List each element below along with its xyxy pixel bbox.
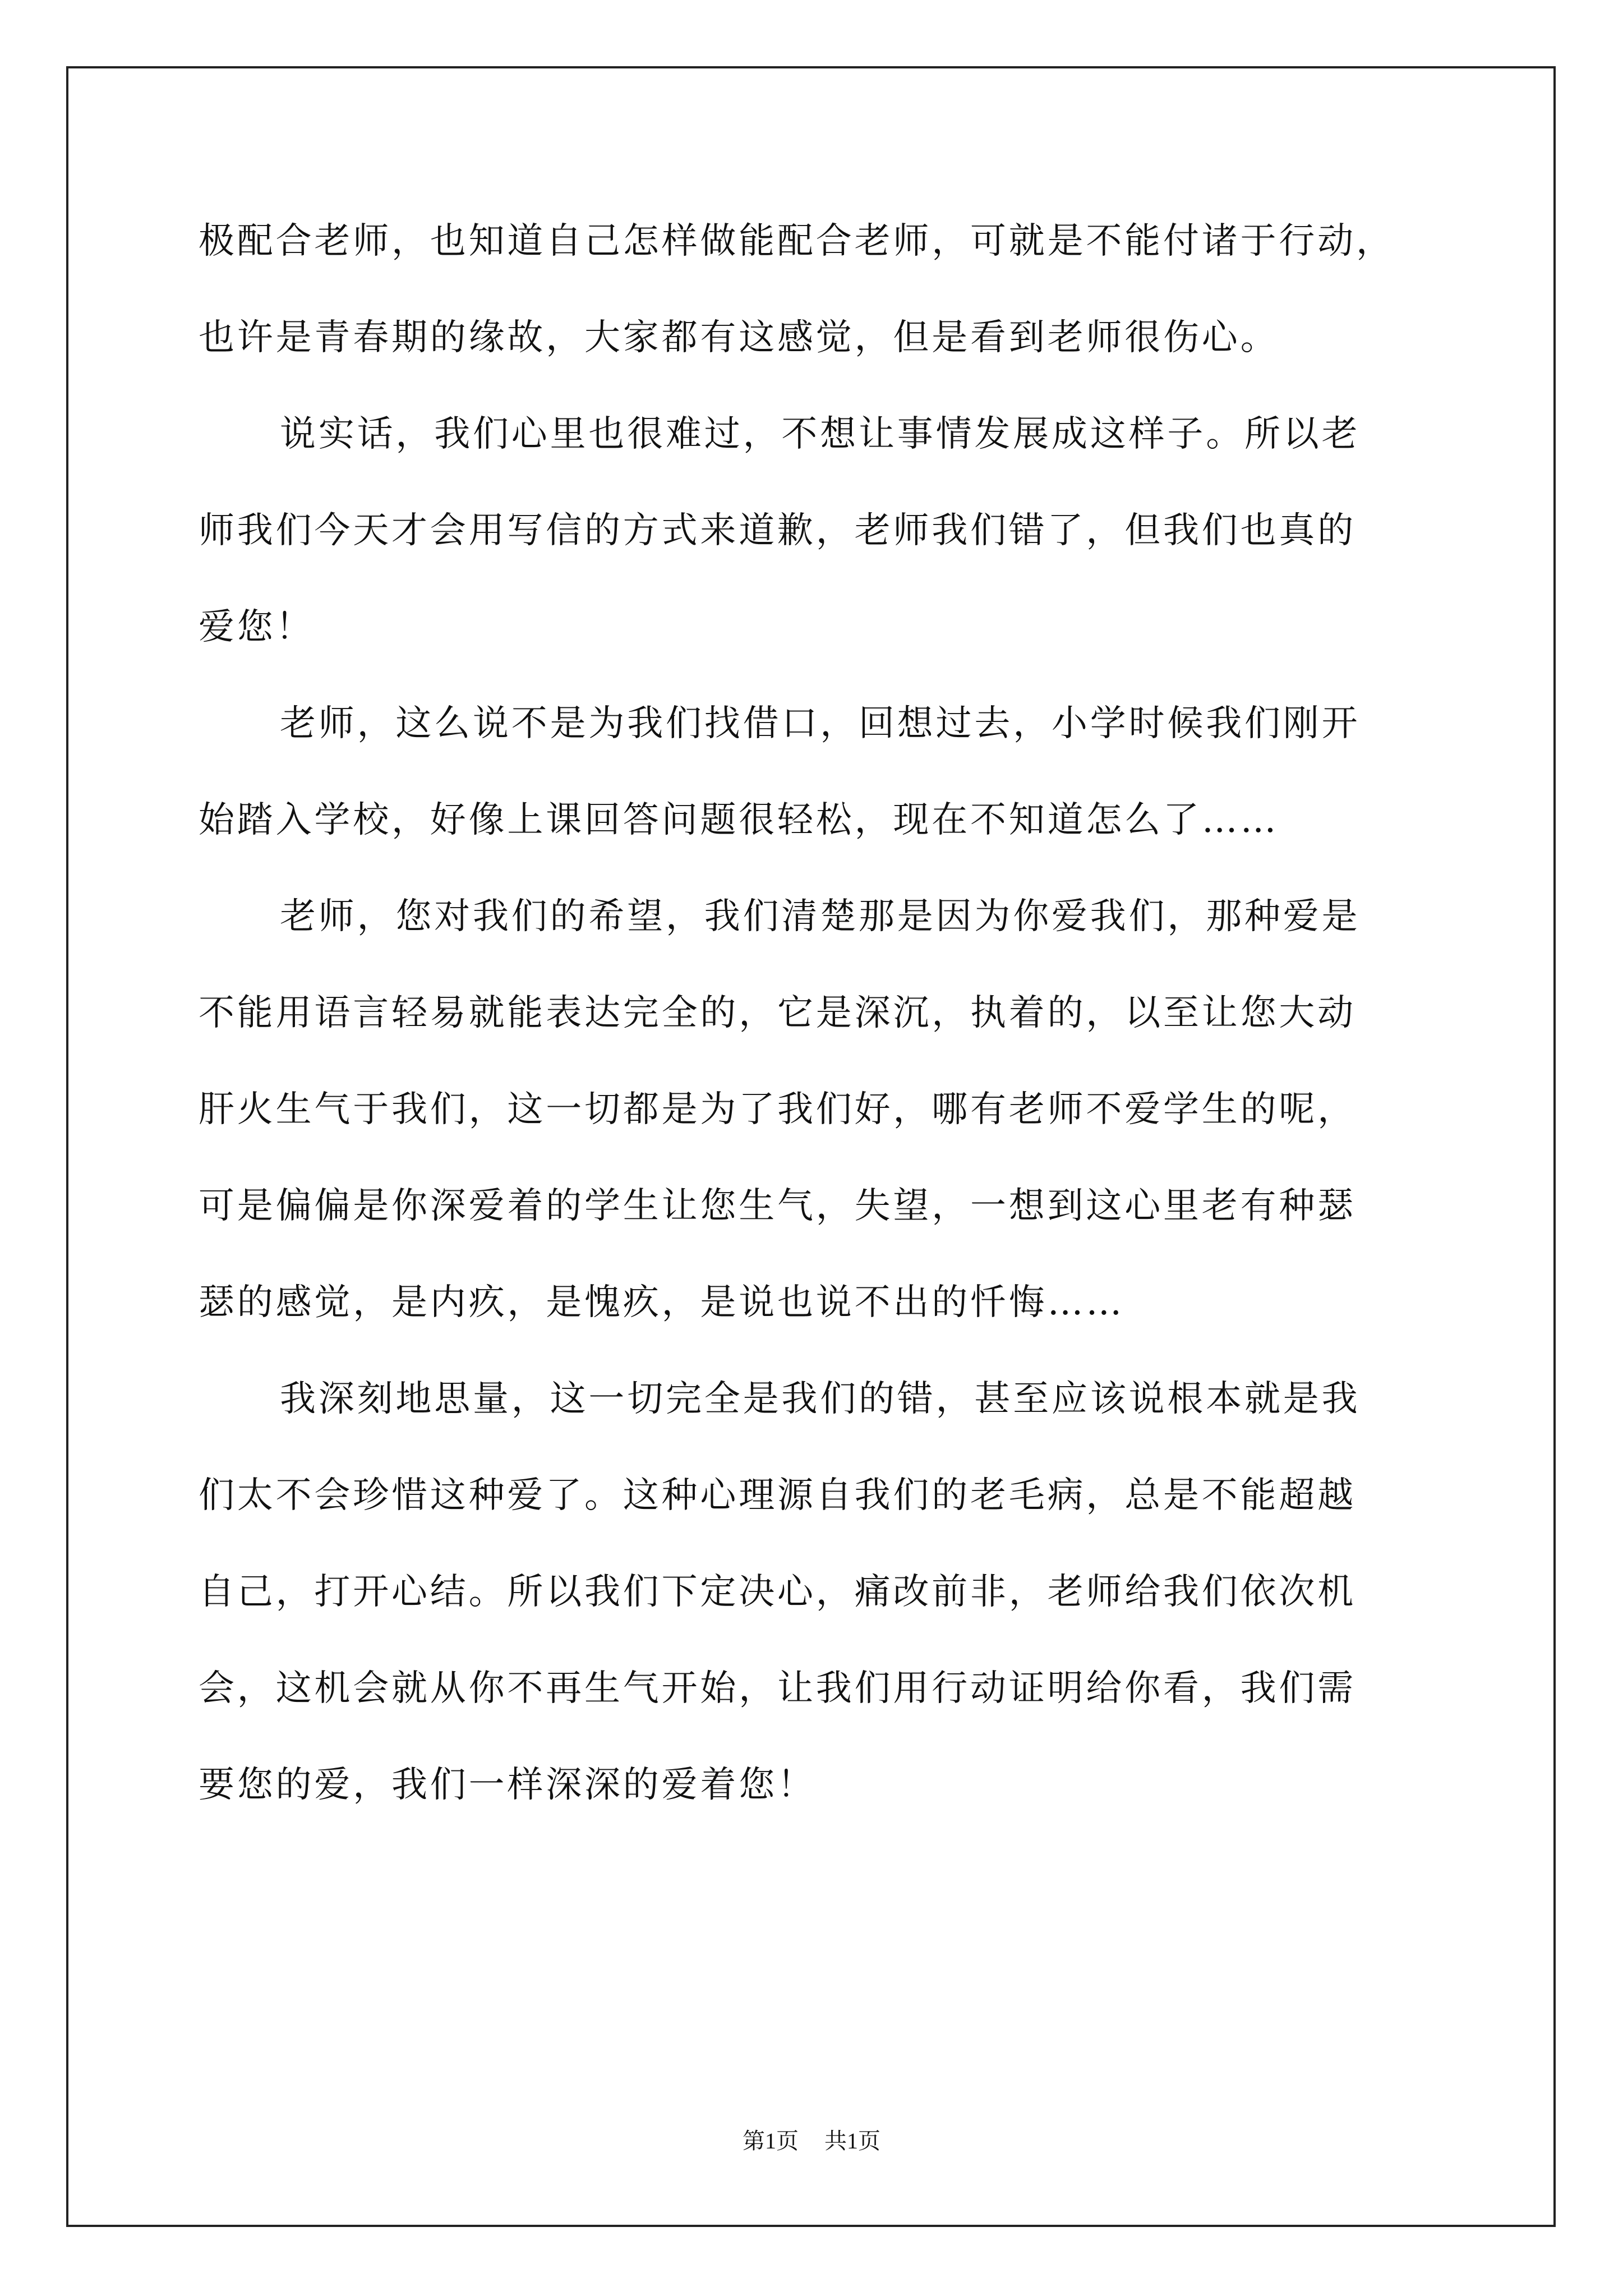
paragraph-start-line: 老师，您对我们的希望，我们清楚那是因为你爱我们，那种爱是 (280, 896, 1361, 937)
page-number: 第1页 (743, 2128, 799, 2154)
paragraph-start-line: 说实话，我们心里也很难过，不想让事情发展成这样子。所以老 (280, 413, 1361, 455)
text-line: 要您的爱，我们一样深深的爱着您！ (199, 1764, 816, 1806)
paragraph-start-line: 我深刻地思量，这一切完全是我们的错，甚至应该说根本就是我 (280, 1378, 1361, 1420)
page-footer (0, 2124, 1623, 2158)
text-line: 自己，打开心结。所以我们下定决心，痛改前非，老师给我们依次机 (199, 1571, 1356, 1613)
paragraph-start-line: 老师，这么说不是为我们找借口，回想过去，小学时候我们刚开 (280, 703, 1361, 744)
page-total: 共1页 (824, 2128, 880, 2154)
text-line: 也许是青春期的缘故，大家都有这感觉，但是看到老师很伤心。 (199, 317, 1279, 358)
text-line: 不能用语言轻易就能表达完全的，它是深沉，执着的，以至让您大动 (199, 992, 1356, 1034)
text-line: 会，这机会就从你不再生气开始，让我们用行动证明给你看，我们需 (199, 1668, 1356, 1709)
text-line: 始踏入学校，好像上课回答问题很轻松，现在不知道怎么了…… (199, 799, 1279, 841)
text-line: 爱您！ (199, 606, 315, 648)
text-line: 极配合老师，也知道自己怎样做能配合老师，可就是不能付诸于行动， (199, 220, 1395, 262)
text-line: 肝火生气于我们，这一切都是为了我们好，哪有老师不爱学生的呢， (199, 1089, 1356, 1130)
text-line: 可是偏偏是你深爱着的学生让您生气，失望，一想到这心里老有种瑟 (199, 1185, 1356, 1227)
text-line: 师我们今天才会用写信的方式来道歉，老师我们错了，但我们也真的 (199, 510, 1356, 551)
text-line: 瑟的感觉，是内疚，是愧疚，是说也说不出的忏悔…… (199, 1282, 1125, 1323)
page-border (66, 66, 1556, 2227)
text-line: 们太不会珍惜这种爱了。这种心理源自我们的老毛病，总是不能超越 (199, 1475, 1356, 1516)
